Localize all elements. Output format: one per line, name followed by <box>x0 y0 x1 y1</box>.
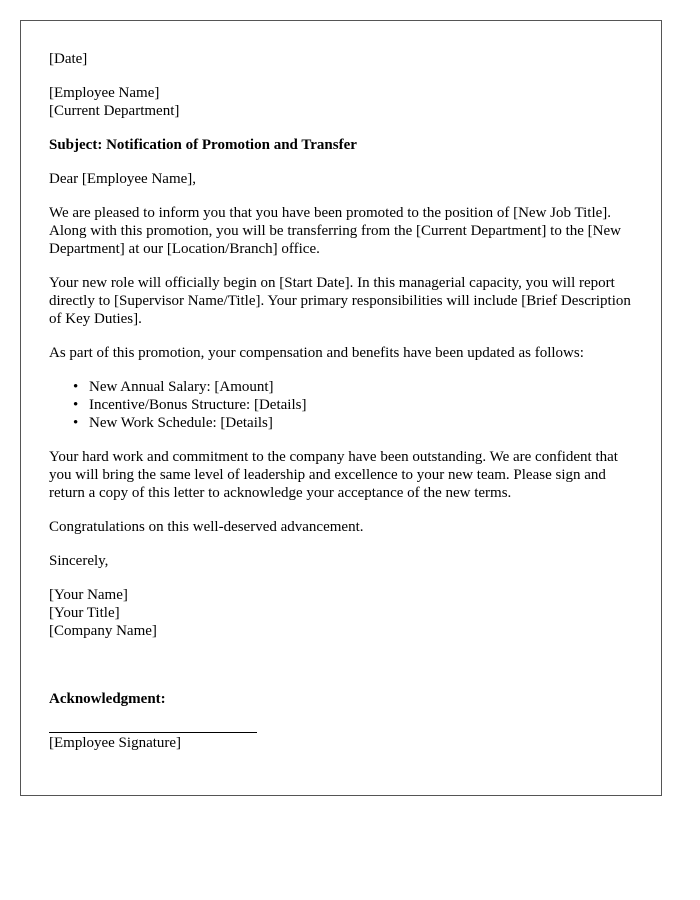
sender-company: [Company Name] <box>49 623 157 639</box>
paragraph-compensation: As part of this promotion, your compensation and benefits have been updated as follows: <box>49 345 584 361</box>
closing: Sincerely, <box>49 553 109 569</box>
benefit-salary: New Annual Salary: [Amount] <box>89 379 274 395</box>
signature-label: [Employee Signature] <box>49 735 182 751</box>
recipient-name: [Employee Name] <box>49 85 160 101</box>
closing-block <box>49 552 633 570</box>
list-item <box>73 378 633 396</box>
recipient-block <box>49 84 633 120</box>
sender-title: [Your Title] <box>49 605 120 621</box>
congratulations-paragraph <box>49 518 633 536</box>
sender-name: [Your Name] <box>49 587 128 603</box>
bullet-icon: • <box>73 415 79 431</box>
list-item <box>73 396 633 414</box>
subject-block <box>49 136 633 154</box>
benefits-list <box>49 378 633 432</box>
bullet-icon: • <box>73 397 79 413</box>
role-paragraph <box>49 274 633 328</box>
bullet-icon: • <box>73 379 79 395</box>
paragraph-role: Your new role will officially begin on [Start Date]. In this managerial capacity, you will report directly to [Supervisor Name/Title]. Your primary responsibilities will include [Brief Description of Key Duties]. <box>49 275 631 327</box>
acknowledgment-heading: Acknowledgment: <box>49 691 166 707</box>
paragraph-promotion: We are pleased to inform you that you have been promoted to the position of [New Job Title]. Along with this promotion, you will be transferring from the [Current Department] to the [New Department] at our [Location/Branch] office. <box>49 205 621 257</box>
salutation: Dear [Employee Name], <box>49 171 197 187</box>
date-block <box>49 50 633 68</box>
appreciation-paragraph <box>49 448 633 502</box>
letter-page <box>20 20 662 796</box>
paragraph-appreciation: Your hard work and commitment to the company have been outstanding. We are confident that you will bring the same level of leadership and excellence to your new team. Please sign and return a copy of this letter to acknowledge your acceptance of the new terms. <box>49 449 618 501</box>
benefit-bonus: Incentive/Bonus Structure: [Details] <box>89 397 307 413</box>
salutation-block <box>49 170 633 188</box>
signature-line[interactable] <box>49 732 257 733</box>
promotion-paragraph <box>49 204 633 258</box>
benefit-schedule: New Work Schedule: [Details] <box>89 415 273 431</box>
paragraph-congratulations: Congratulations on this well-deserved advancement. <box>49 519 364 535</box>
sender-block <box>49 586 633 640</box>
recipient-department: [Current Department] <box>49 103 180 119</box>
letter-subject: Subject: Notification of Promotion and Transfer <box>49 137 357 153</box>
list-item <box>73 414 633 432</box>
compensation-paragraph <box>49 344 633 362</box>
letter-date: [Date] <box>49 51 88 67</box>
